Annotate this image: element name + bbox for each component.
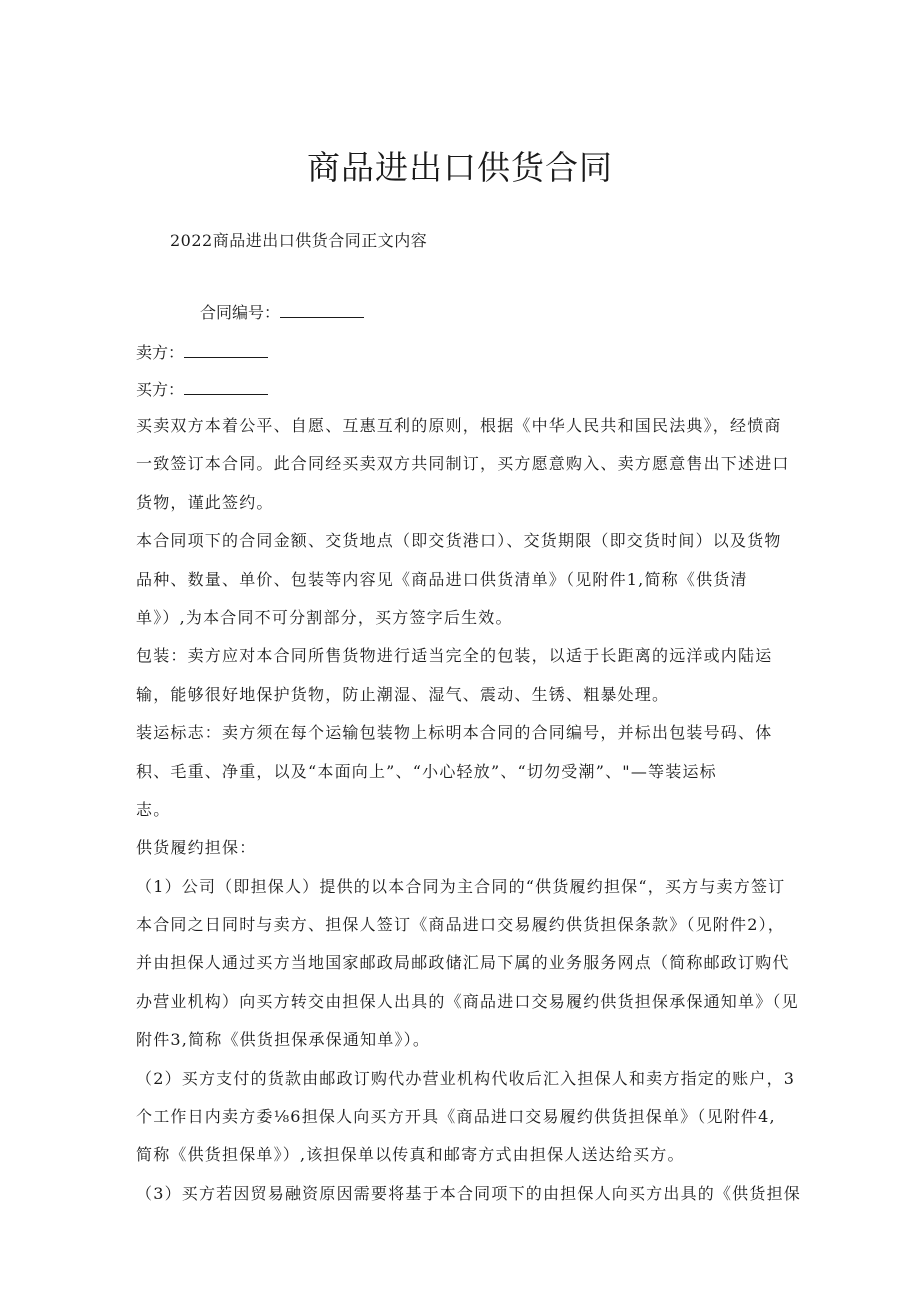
body-line: 装运标志：卖方须在每个运输包装物上标明本合同的合同编号，并标出包装号码、体 <box>136 723 773 743</box>
seller-field <box>136 341 268 365</box>
body-line: 个工作日内卖方委⅛6担保人向买方开具《商品进口交易履约供货担保单》（见附件4, <box>136 1107 776 1127</box>
body-line: 本合同之日同时与卖方、担保人签订《商品进口交易履约供货担保条款》（见附件2）， <box>136 915 785 935</box>
body-line: 简称《供货担保单》）,该担保单以传真和邮寄方式由担保人送达给买方。 <box>136 1145 685 1165</box>
body-line: 品种、数量、单价、包装等内容见《商品进口供货清单》（见附件1,简称《供货清 <box>136 569 748 589</box>
contract-body <box>136 407 801 1213</box>
body-line: 包装：卖方应对本合同所售货物进行适当完全的包装，以适于长距离的远洋或内陆运 <box>136 646 773 666</box>
body-line: 并由担保人通过买方当地国家邮政局邮政储汇局下属的业务服务网点（简称邮政订购代 <box>136 953 790 973</box>
document-subtitle: 2022商品进出口供货合同正文内容 <box>170 231 428 250</box>
body-line: 买卖双方本着公平、自愿、互惠互利的原则，根据《中华人民共和国民法典》，经愤商 <box>136 416 782 435</box>
contract-number-field <box>200 301 364 325</box>
buyer-label: 买方： <box>136 380 185 399</box>
body-line: 志。 <box>136 799 171 819</box>
body-line: 货物，谨此签约。 <box>136 492 274 512</box>
body-line: （1）公司（即担保人）提供的以本合同为主合同的“供货履约担保“，买方与卖方签订 <box>136 876 786 896</box>
body-line: （2）买方支付的货款由邮政订购代办营业机构代收后汇入担保人和卖方指定的账户，3 <box>136 1068 796 1088</box>
body-line: 附件3,简称《供货担保承保通知单》）。 <box>136 1030 431 1050</box>
buyer-field <box>136 378 268 402</box>
seller-label: 卖方： <box>136 343 185 362</box>
document-title: 商品进出口供货合同 <box>307 148 613 187</box>
contract-number-blank <box>280 301 364 318</box>
body-line: 办营业机构）向买方转交由担保人出具的《商品进口交易履约供货担保承保通知单》（见 <box>136 991 799 1011</box>
body-line: （3）买方若因贸易融资原因需要将基于本合同项下的由担保人向买方出具的《供货担保 <box>136 1183 801 1203</box>
body-line: 本合同项下的合同金额、交货地点（即交货港口）、交货期限（即交货时间）以及货物 <box>136 531 782 551</box>
body-line: 积、毛重、净重，以及“本面向上”、“小心轻放”、“切勿受潮”、"—等装运标 <box>136 761 717 781</box>
body-line: 单》）,为本合同不可分割部分，买方签字后生效。 <box>136 607 513 627</box>
body-line: 输，能够很好地保护货物，防止潮湿、湿气、震动、生锈、粗暴处理。 <box>136 684 670 704</box>
contract-number-label: 合同编号： <box>200 303 281 322</box>
body-line: 供货履约担保： <box>136 838 257 858</box>
buyer-blank <box>184 378 268 395</box>
seller-blank <box>184 341 268 358</box>
body-line: 一致签订本合同。此合同经买卖双方共同制订，买方愿意购入、卖方愿意售出下述进口 <box>136 454 790 474</box>
